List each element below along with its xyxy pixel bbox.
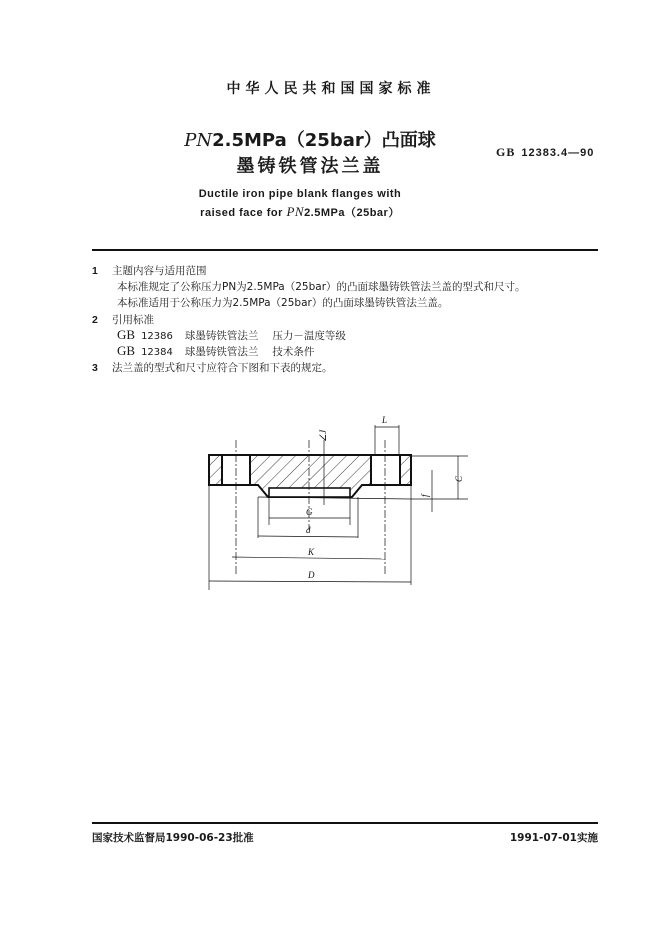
approval-date: 国家技术监督局1990-06-23批准 <box>92 832 254 844</box>
code-number: 12383.4—90 <box>521 147 595 159</box>
section-title: 引用标准 <box>112 314 154 326</box>
section-number: 2 <box>92 314 98 326</box>
ref-name: 球墨铸铁管法兰 <box>184 346 259 358</box>
ref-prefix: GB <box>117 343 136 358</box>
section-1-para-2: 本标准适用于公称压力为2.5MPa（25bar）的凸面球墨铸铁管法兰盖。 <box>117 297 449 309</box>
section-title: 法兰盖的型式和尺寸应符合下图和下表的规定。 <box>112 362 333 374</box>
section-number: 3 <box>92 362 98 374</box>
dim-label-L: L <box>382 415 388 425</box>
title-en-pressure: 2.5MPa（25bar） <box>304 207 400 219</box>
title-zh-line2: 墨铸铁管法兰盖 <box>236 156 384 177</box>
section-title: 主题内容与适用范围 <box>112 265 207 277</box>
ref-subject: 压力－温度等级 <box>272 330 346 342</box>
section-number: 1 <box>92 265 98 277</box>
dimension-lines <box>209 425 468 590</box>
dim-label-K: K <box>308 547 315 557</box>
title-en-line1: Ductile iron pipe blank flanges with <box>198 188 402 200</box>
ref-subject: 技术条件 <box>272 346 315 358</box>
dim-label-D: D <box>308 570 315 580</box>
dim-label-d: d <box>306 525 311 535</box>
title-en-prefix: raised face for <box>200 207 287 219</box>
footer-divider <box>92 822 598 824</box>
standard-category: 中华人民共和国国家标准 <box>226 81 436 97</box>
dim-label-G: G <box>306 507 313 517</box>
ref-number: 12386 <box>141 331 173 342</box>
title-pn: PN <box>184 130 213 151</box>
dim-label-f: f <box>420 494 430 497</box>
effective-date: 1991-07-01实施 <box>509 832 598 844</box>
section-1-para-1: 本标准规定了公称压力PN为2.5MPa（25bar）的凸面球墨铸铁管法兰盖的型式和尺寸。 <box>117 281 526 293</box>
title-pressure: 2.5MPa（25bar）凸面球 <box>212 130 436 151</box>
title-en-pn: PN <box>286 204 305 219</box>
ref-prefix: GB <box>117 327 136 342</box>
dim-label-C: C <box>454 475 464 482</box>
ref-name: 球墨铸铁管法兰 <box>184 330 259 342</box>
code-prefix: GB <box>496 145 516 159</box>
ref-number: 12384 <box>141 347 173 358</box>
dim-label-J: ∠J <box>318 429 328 442</box>
flange-section <box>209 455 411 499</box>
